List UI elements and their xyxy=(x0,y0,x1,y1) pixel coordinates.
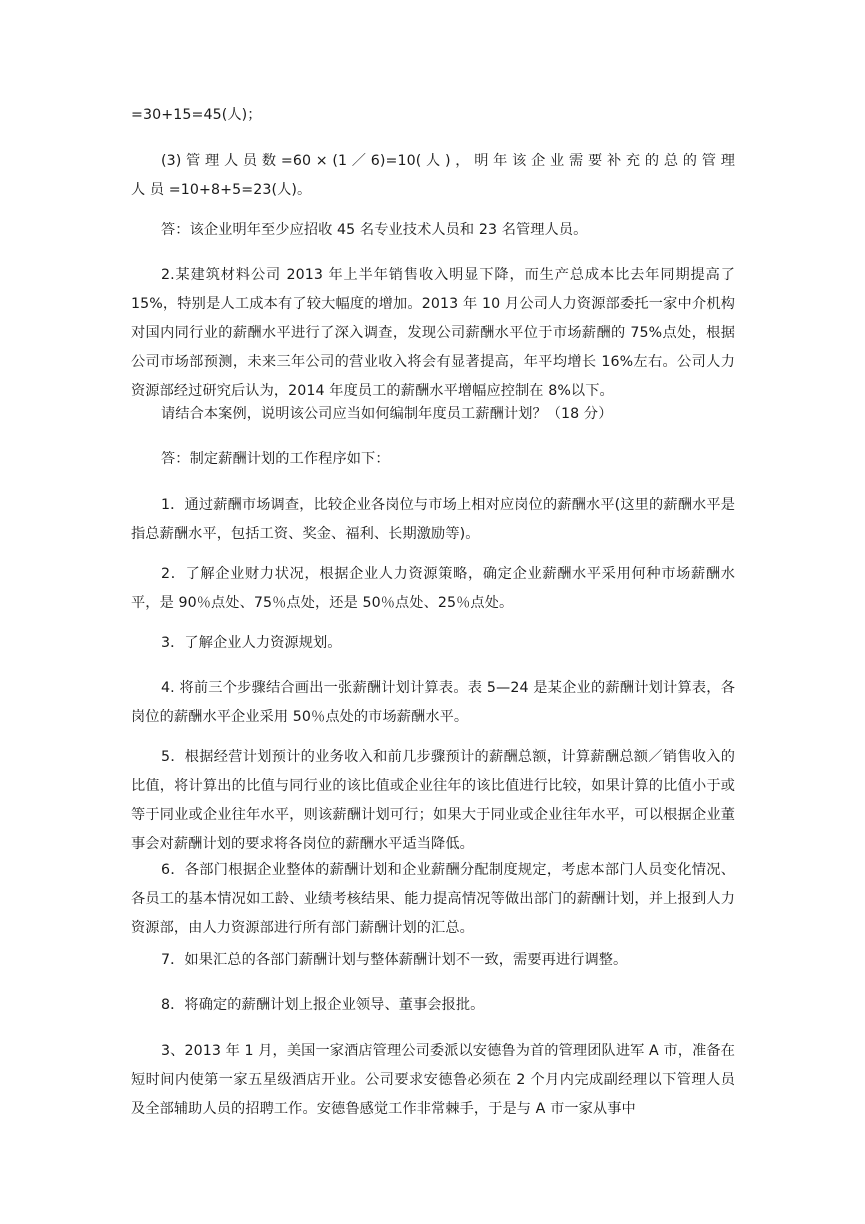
paragraph-case-3: 3、2013 年 1 月，美国一家酒店管理公司委派以安德鲁为首的管理团队进军 A 市，准备在短时间内使第一家五星级酒店开业。公司要求安德鲁必须在 2 个月内完成副经理以下管理人员及全部辅助人员的招聘工作。安德鲁感觉工作非常棘手，于是与 A 市一家从事中 xyxy=(131,1043,735,1117)
paragraph-answer-1: 答：该企业明年至少应招收 45 名专业技术人员和 23 名管理人员。 xyxy=(161,222,588,238)
paragraph-step-6: 6．各部门根据企业整体的薪酬计划和企业薪酬分配制度规定，考虑本部门人员变化情况、各员工的基本情况如工龄、业绩考核结果、能力提高情况等做出部门的薪酬计划，并上报到人力资源部，由人力资源部进行所有部门薪酬计划的汇总。 xyxy=(131,862,735,936)
paragraph-management-staff: (3) 管 理 人 员 数 =60 × (1 ／ 6)=10( 人 ) ， 明 年 该 企 业 需 要 补 充 的 总 的 管 理 人 员 =10+8+5=23(人)。 xyxy=(131,153,735,198)
paragraph-step-7: 7．如果汇总的各部门薪酬计划与整体薪酬计划不一致，需要再进行调整。 xyxy=(161,952,628,968)
paragraph-question-2: 请结合本案例，说明该公司应当如何编制年度员工薪酬计划？（18 分） xyxy=(161,406,613,422)
paragraph-calc-continuation: =30+15=45(人)； xyxy=(131,107,262,123)
paragraph-step-2: 2．了解企业财力状况，根据企业人力资源策略，确定企业薪酬水平采用何种市场薪酬水平，是 90％点处、75％点处，还是 50％点处、25％点处。 xyxy=(131,566,735,611)
paragraph-answer-2-intro: 答：制定薪酬计划的工作程序如下： xyxy=(161,451,390,467)
paragraph-case-2: 2.某建筑材料公司 2013 年上半年销售收入明显下降，而生产总成本比去年同期提高了 15%，特别是人工成本有了较大幅度的增加。2013 年 10 月公司人力资源部委托一家中介机构对国内同行业的薪酬水平进行了深入调查，发现公司薪酬水平位于市场薪酬的 75%点处，根据公司市场部预测，未来三年公司的营业收入将会有显著提高，年平均增长 16%左右。公司人力资源部经过研究后认为，2014 年度员工的薪酬水平增幅应控制在 8%以下。 xyxy=(131,267,735,399)
paragraph-step-5: 5．根据经营计划预计的业务收入和前几步骤预计的薪酬总额，计算薪酬总额／销售收入的比值，将计算出的比值与同行业的该比值或企业往年的该比值进行比较，如果计算的比值小于或等于同业或企业往年水平，则该薪酬计划可行；如果大于同业或企业往年水平，可以根据企业董事会对薪酬计划的要求将各岗位的薪酬水平适当降低。 xyxy=(131,749,735,852)
paragraph-step-3: 3．了解企业人力资源规划。 xyxy=(161,635,342,651)
paragraph-step-8: 8．将确定的薪酬计划上报企业领导、董事会报批。 xyxy=(161,997,485,1013)
paragraph-step-4: 4. 将前三个步骤结合画出一张薪酬计划计算表。表 5—24 是某企业的薪酬计划计算表，各岗位的薪酬水平企业采用 50％点处的市场薪酬水平。 xyxy=(131,680,735,725)
paragraph-step-1: 1．通过薪酬市场调查，比较企业各岗位与市场上相对应岗位的薪酬水平(这里的薪酬水平是指总薪酬水平，包括工资、奖金、福利、长期激励等)。 xyxy=(131,497,735,542)
